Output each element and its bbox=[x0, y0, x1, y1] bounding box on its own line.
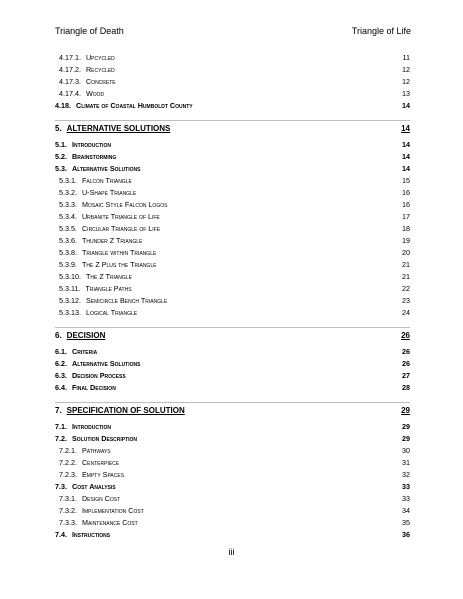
toc-entry-number: 5.3.11. bbox=[59, 284, 81, 293]
toc-entry[interactable] bbox=[55, 247, 410, 259]
toc-entry-number: 5.3.1. bbox=[59, 176, 77, 185]
page-number: iii bbox=[228, 547, 235, 557]
toc-chapter-number: 7. bbox=[55, 406, 62, 415]
toc-entry-title bbox=[59, 88, 104, 100]
toc-entry-page: 31 bbox=[402, 458, 410, 467]
toc-entry-number: 4.17.4. bbox=[59, 89, 81, 98]
toc-entry-text: U-Shape Triangle bbox=[81, 188, 137, 197]
toc-entry-number: 5.3.5. bbox=[59, 224, 77, 233]
toc-entry-text: Instructions bbox=[72, 530, 111, 539]
toc-entry-text: Upcycled bbox=[85, 53, 115, 62]
toc-entry-text: Alternative Solutions bbox=[72, 164, 141, 173]
toc-entry-title bbox=[59, 223, 160, 235]
toc-entry[interactable] bbox=[55, 433, 410, 445]
toc-entry-page: 29 bbox=[402, 422, 410, 431]
toc-entry-page: 13 bbox=[402, 89, 410, 98]
toc-entry-page: 32 bbox=[402, 470, 410, 479]
toc-entry-number: 5.3.12. bbox=[59, 296, 81, 305]
toc-entry-title bbox=[59, 445, 111, 457]
toc-entry-page: 11 bbox=[402, 53, 410, 62]
toc-entry-title bbox=[59, 259, 156, 271]
toc-entry[interactable] bbox=[55, 481, 410, 493]
toc-entry-text: Introduction bbox=[72, 140, 111, 149]
toc-entry-page: 23 bbox=[402, 296, 410, 305]
toc-entry-text: Criteria bbox=[72, 347, 98, 356]
toc-entry[interactable] bbox=[55, 64, 410, 76]
header-left: Triangle of Death bbox=[55, 26, 124, 36]
toc-entry-text: The Z Triangle bbox=[85, 272, 132, 281]
toc-entry-text: Logical Triangle bbox=[85, 308, 138, 317]
toc-entry[interactable] bbox=[55, 469, 410, 481]
toc-entry-number: 5.3.10. bbox=[59, 272, 81, 281]
toc-chapter-heading[interactable] bbox=[55, 120, 410, 135]
toc-chapter-number: 6. bbox=[55, 331, 62, 340]
toc-chapter-heading[interactable] bbox=[55, 327, 410, 342]
toc-entry-page: 14 bbox=[402, 152, 410, 161]
toc-entry-title bbox=[55, 346, 97, 358]
toc-entry[interactable] bbox=[55, 358, 410, 370]
toc-entry-number: 5.3.3. bbox=[59, 200, 77, 209]
toc-entry-page: 12 bbox=[402, 65, 410, 74]
toc-entry-title bbox=[59, 295, 167, 307]
toc-entry-text: Final Decision bbox=[72, 383, 116, 392]
toc-entry-number: 4.17.3. bbox=[59, 77, 81, 86]
toc-entry-text: Thunder Z Triangle bbox=[81, 236, 143, 245]
toc-chapter-number: 5. bbox=[55, 124, 62, 133]
toc-entry-text: Cost Analysis bbox=[72, 482, 116, 491]
toc-entry-number: 7.2.3. bbox=[59, 470, 77, 479]
toc-entry-text: Design Cost bbox=[81, 494, 121, 503]
toc-entry[interactable] bbox=[55, 517, 410, 529]
toc-entry[interactable] bbox=[55, 445, 410, 457]
toc-entry-page: 35 bbox=[402, 518, 410, 527]
toc-chapter-text: DECISION bbox=[66, 331, 106, 340]
header-right: Triangle of Life bbox=[351, 26, 411, 36]
toc-entry-number: 5.3.6. bbox=[59, 236, 77, 245]
toc-entry-title bbox=[55, 529, 110, 541]
toc-entry[interactable] bbox=[55, 199, 410, 211]
toc-entry-number: 5.3.9. bbox=[59, 260, 77, 269]
toc-entry-page: 14 bbox=[402, 140, 410, 149]
toc-entry-title bbox=[55, 163, 140, 175]
toc-entry-page: 22 bbox=[402, 284, 410, 293]
toc-entry[interactable] bbox=[55, 457, 410, 469]
toc-entry-text: Wood bbox=[85, 89, 105, 98]
toc-entry-number: 7.3.1. bbox=[59, 494, 77, 503]
toc-entry-page: 24 bbox=[402, 308, 410, 317]
toc-entry-text: Maintenance Cost bbox=[81, 518, 138, 527]
toc-entry-number: 7.3. bbox=[55, 482, 67, 491]
toc-entry-number: 5.3.4. bbox=[59, 212, 77, 221]
toc-entry[interactable] bbox=[55, 139, 410, 151]
table-of-contents bbox=[55, 52, 410, 541]
toc-entry-number: 5.3. bbox=[55, 164, 67, 173]
toc-entry-title bbox=[59, 469, 124, 481]
toc-entry[interactable] bbox=[55, 259, 410, 271]
toc-entry-number: 5.3.8. bbox=[59, 248, 77, 257]
toc-chapter-title bbox=[55, 329, 105, 343]
toc-entry-page: 33 bbox=[402, 482, 410, 491]
toc-entry-number: 7.2.2. bbox=[59, 458, 77, 467]
toc-entry[interactable] bbox=[55, 88, 410, 100]
toc-entry-text: Brainstorming bbox=[72, 152, 117, 161]
toc-entry[interactable] bbox=[55, 346, 410, 358]
toc-entry-text: Empty Spaces bbox=[81, 470, 125, 479]
toc-entry-title bbox=[59, 457, 119, 469]
toc-entry-number: 4.17.1. bbox=[59, 53, 81, 62]
toc-entry-number: 7.2.1. bbox=[59, 446, 77, 455]
toc-chapter-text: ALTERNATIVE SOLUTIONS bbox=[66, 124, 171, 133]
toc-entry-text: Concrete bbox=[85, 77, 116, 86]
toc-entry-number: 6.4. bbox=[55, 383, 67, 392]
toc-entry-number: 7.1. bbox=[55, 422, 67, 431]
toc-entry-text: Centerpiece bbox=[81, 458, 120, 467]
toc-entry-page: 12 bbox=[402, 77, 410, 86]
toc-entry-page: 26 bbox=[402, 347, 410, 356]
toc-chapter-heading[interactable] bbox=[55, 402, 410, 417]
toc-entry-text: Semicircle Bench Triangle bbox=[85, 296, 168, 305]
toc-entry-number: 7.2. bbox=[55, 434, 67, 443]
toc-entry-title bbox=[59, 76, 116, 88]
toc-entry-page: 27 bbox=[402, 371, 410, 380]
toc-entry-number: 5.3.2. bbox=[59, 188, 77, 197]
toc-entry-number: 4.18. bbox=[55, 101, 71, 110]
toc-entry-text: Urbanite Triangle of Life bbox=[81, 212, 160, 221]
toc-entry-title bbox=[59, 199, 167, 211]
toc-entry-page: 19 bbox=[402, 236, 410, 245]
toc-entry-page: 14 bbox=[402, 101, 410, 110]
toc-entry-text: Implementation Cost bbox=[81, 506, 144, 515]
toc-entry-title bbox=[55, 433, 137, 445]
toc-entry-title bbox=[55, 382, 116, 394]
toc-entry-page: 15 bbox=[402, 176, 410, 185]
toc-entry[interactable] bbox=[55, 271, 410, 283]
toc-entry-title bbox=[55, 370, 126, 382]
toc-entry[interactable] bbox=[55, 76, 410, 88]
toc-entry-title bbox=[59, 52, 115, 64]
toc-entry[interactable] bbox=[55, 223, 410, 235]
toc-entry-page: 14 bbox=[402, 164, 410, 173]
toc-entry-text: Alternative Solutions bbox=[72, 359, 141, 368]
toc-entry[interactable] bbox=[55, 163, 410, 175]
toc-entry-page: 36 bbox=[402, 530, 410, 539]
toc-entry-number: 5.2. bbox=[55, 152, 67, 161]
toc-chapter-text: SPECIFICATION OF SOLUTION bbox=[66, 406, 185, 415]
toc-entry-page: 18 bbox=[402, 224, 410, 233]
toc-entry-page: 21 bbox=[402, 272, 410, 281]
toc-entry[interactable] bbox=[55, 283, 410, 295]
toc-entry-number: 6.3. bbox=[55, 371, 67, 380]
toc-entry-text: Falcon Triangle bbox=[81, 176, 132, 185]
toc-chapter-title bbox=[55, 122, 170, 136]
toc-entry[interactable] bbox=[55, 493, 410, 505]
toc-entry-page: 20 bbox=[402, 248, 410, 257]
toc-entry[interactable] bbox=[55, 187, 410, 199]
toc-entry-text: Circular Triangle of Life bbox=[81, 224, 161, 233]
toc-entry-title bbox=[59, 235, 142, 247]
toc-entry-title bbox=[59, 271, 132, 283]
toc-entry-text: Solution Description bbox=[72, 434, 138, 443]
toc-entry-page: 34 bbox=[402, 506, 410, 515]
toc-chapter-page: 14 bbox=[401, 124, 410, 133]
toc-entry[interactable] bbox=[55, 382, 410, 394]
toc-entry-text: Triangle within Triangle bbox=[81, 248, 157, 257]
toc-entry-text: The Z Plus the Triangle bbox=[81, 260, 157, 269]
toc-entry[interactable] bbox=[55, 370, 410, 382]
toc-entry-title bbox=[59, 307, 137, 319]
toc-entry-title bbox=[59, 505, 144, 517]
toc-entry-title bbox=[55, 100, 193, 112]
toc-entry-number: 7.4. bbox=[55, 530, 67, 539]
toc-entry-page: 16 bbox=[402, 200, 410, 209]
toc-entry-title bbox=[55, 151, 116, 163]
toc-entry-title bbox=[55, 421, 111, 433]
toc-entry-page: 33 bbox=[402, 494, 410, 503]
toc-entry-text: Decision Process bbox=[72, 371, 126, 380]
toc-entry-number: 7.3.3. bbox=[59, 518, 77, 527]
toc-entry-number: 4.17.2. bbox=[59, 65, 81, 74]
toc-entry-text: Recycled bbox=[85, 65, 115, 74]
toc-entry-text: Mosaic Style Falcon Logos bbox=[81, 200, 168, 209]
toc-entry-title bbox=[59, 283, 132, 295]
toc-entry-page: 16 bbox=[402, 188, 410, 197]
toc-entry-title bbox=[59, 211, 160, 223]
toc-entry-title bbox=[59, 64, 115, 76]
toc-entry[interactable] bbox=[55, 307, 410, 319]
toc-entry-page: 28 bbox=[402, 383, 410, 392]
toc-entry-number: 7.3.2. bbox=[59, 506, 77, 515]
toc-entry-title bbox=[59, 175, 132, 187]
toc-entry[interactable] bbox=[55, 100, 410, 112]
toc-entry-title bbox=[55, 358, 140, 370]
toc-entry-page: 29 bbox=[402, 434, 410, 443]
toc-chapter-page: 29 bbox=[401, 406, 410, 415]
toc-entry-title bbox=[55, 481, 116, 493]
toc-entry-number: 6.1. bbox=[55, 347, 67, 356]
toc-entry-page: 21 bbox=[402, 260, 410, 269]
toc-entry-title bbox=[59, 247, 156, 259]
toc-entry[interactable] bbox=[55, 211, 410, 223]
toc-entry[interactable] bbox=[55, 151, 410, 163]
toc-entry[interactable] bbox=[55, 529, 410, 541]
toc-entry-title bbox=[59, 517, 138, 529]
toc-entry-page: 30 bbox=[402, 446, 410, 455]
toc-entry-page: 17 bbox=[402, 212, 410, 221]
toc-entry-text: Introduction bbox=[72, 422, 111, 431]
toc-chapter-title bbox=[55, 404, 185, 418]
toc-entry[interactable] bbox=[55, 295, 410, 307]
toc-entry[interactable] bbox=[55, 421, 410, 433]
toc-entry[interactable] bbox=[55, 505, 410, 517]
toc-chapter-page: 26 bbox=[401, 331, 410, 340]
toc-entry-text: Triangle Paths bbox=[85, 284, 132, 293]
toc-entry-number: 5.1. bbox=[55, 140, 67, 149]
toc-entry[interactable] bbox=[55, 175, 410, 187]
toc-entry-text: Pathways bbox=[81, 446, 111, 455]
toc-entry[interactable] bbox=[55, 235, 410, 247]
toc-entry-number: 6.2. bbox=[55, 359, 67, 368]
toc-entry-page: 26 bbox=[402, 359, 410, 368]
toc-entry-title bbox=[55, 139, 111, 151]
toc-entry-number: 5.3.13. bbox=[59, 308, 81, 317]
toc-entry[interactable] bbox=[55, 52, 410, 64]
toc-entry-title bbox=[59, 187, 136, 199]
toc-entry-title bbox=[59, 493, 120, 505]
toc-entry-text: Climate of Coastal Humboldt County bbox=[76, 101, 193, 110]
